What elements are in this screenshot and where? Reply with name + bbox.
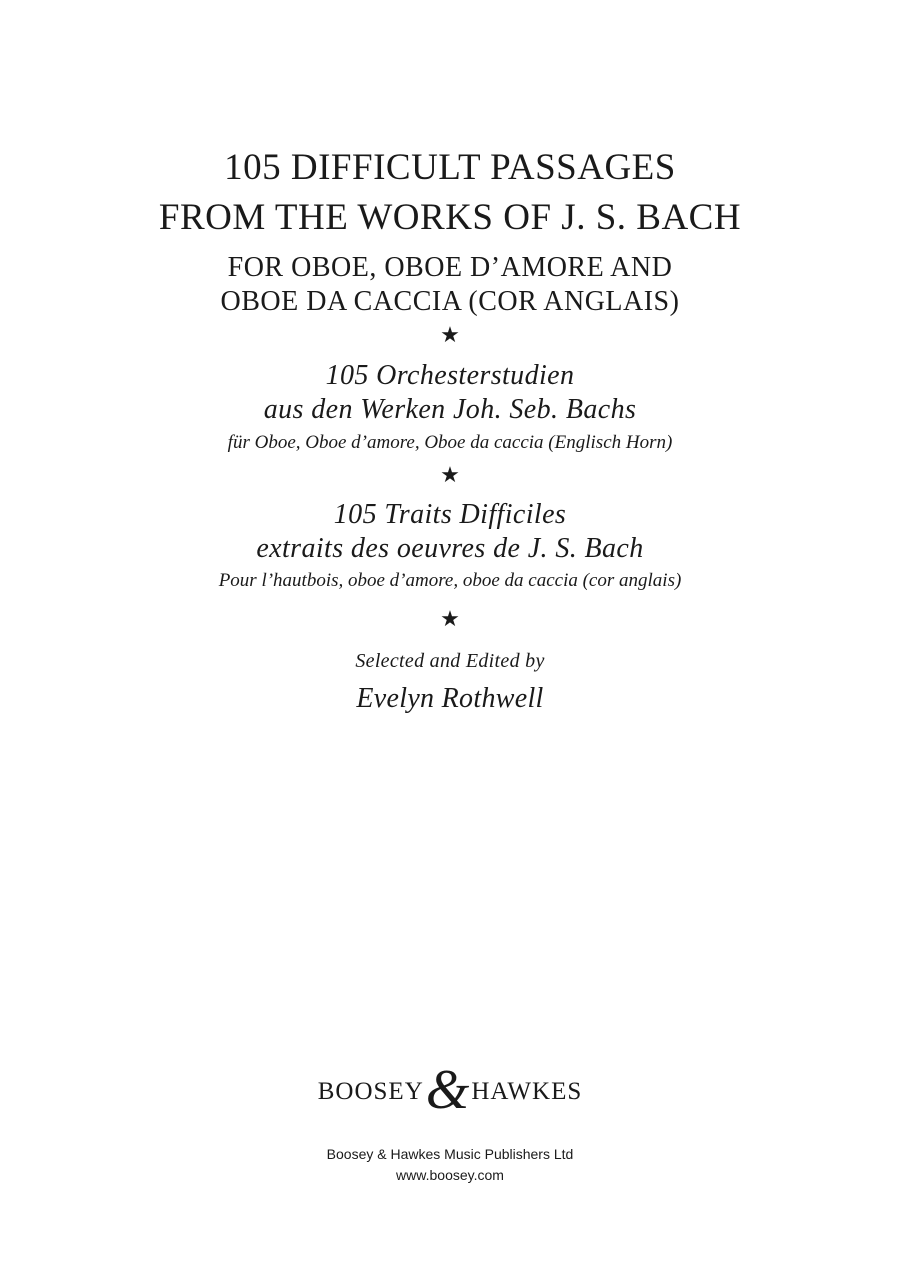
german-title-line-1: 105 Orchesterstudien: [325, 360, 575, 391]
boosey-hawkes-logo: [0, 1059, 900, 1122]
logo-word-hawkes: HAWKES: [471, 1078, 583, 1105]
french-title-line-1: 105 Traits Difficiles: [333, 499, 567, 530]
english-subtitle-line-1: FOR OBOE, OBOE D’AMORE AND: [227, 252, 673, 283]
publisher-name: Boosey & Hawkes Music Publishers Ltd: [326, 1146, 574, 1162]
german-title-line-2: aus den Werken Joh. Seb. Bachs: [263, 394, 637, 425]
english-title-line-1: 105 DIFFICULT PASSAGES: [224, 147, 676, 188]
editor-label: Selected and Edited by: [355, 650, 545, 672]
french-instruments-line: Pour l’hautbois, oboe d’amore, oboe da caccia (cor anglais): [218, 570, 682, 591]
english-subtitle-line-2: OBOE DA CACCIA (COR ANGLAIS): [220, 286, 680, 317]
french-title-line-2: extraits des oeuvres de J. S. Bach: [256, 533, 644, 564]
publisher-url: www.boosey.com: [396, 1167, 504, 1183]
star-separator-icon: ★: [440, 463, 460, 488]
german-instruments-line: für Oboe, Oboe d’amore, Oboe da caccia (Englisch Horn): [227, 432, 673, 453]
logo-word-boosey: BOOSEY: [317, 1078, 424, 1105]
star-separator-icon: ★: [440, 323, 460, 348]
star-separator-icon: ★: [440, 607, 460, 632]
logo-ampersand-icon: &: [425, 1059, 470, 1121]
editor-name: Evelyn Rothwell: [356, 683, 544, 714]
english-title-line-2: FROM THE WORKS OF J. S. BACH: [158, 197, 742, 238]
